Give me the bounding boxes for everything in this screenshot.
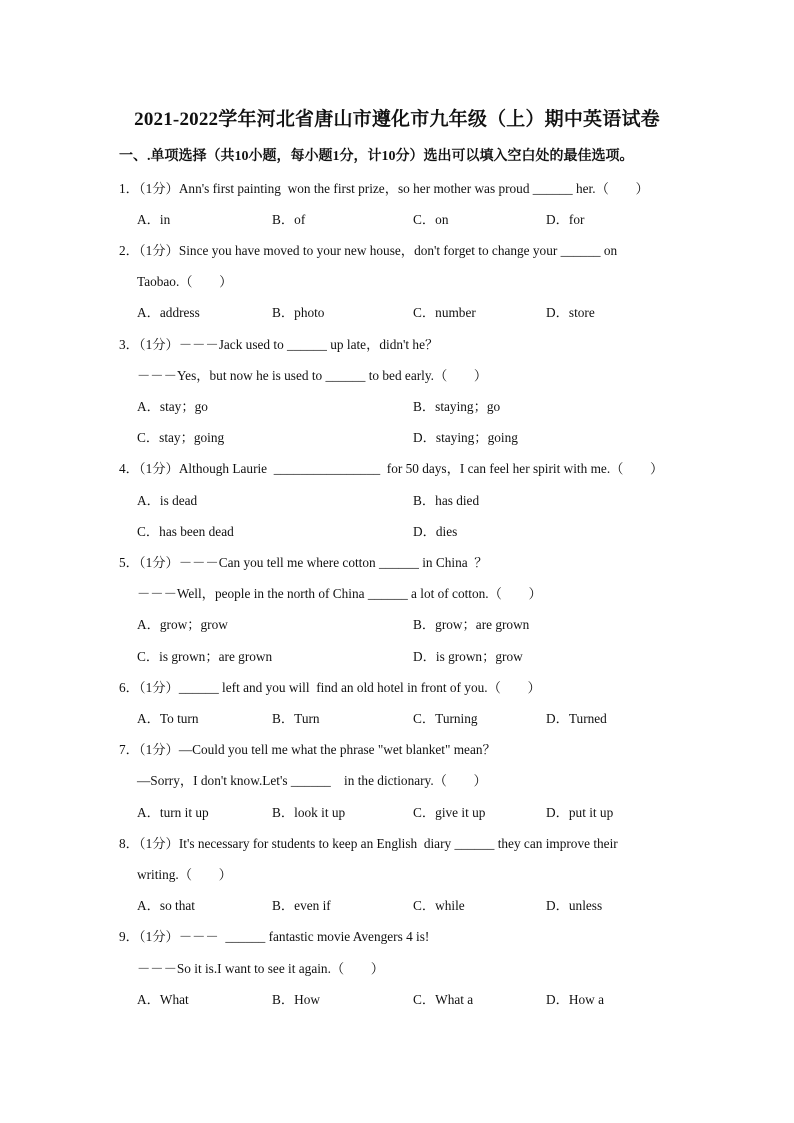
question-2-stem-cont: Taobao.（ ） <box>137 274 233 289</box>
question-7-stem-cont: —Sorry，I don't know.Let's ______ in the dictionary.（ ） <box>137 773 487 788</box>
question-7-option-c: C．give it up <box>413 805 486 820</box>
question-4-option-b: B．has died <box>413 493 480 508</box>
question-7-option-b: B．look it up <box>272 805 346 820</box>
question-5-option-c: C．is grown；are grown <box>137 649 273 664</box>
question-2-option-c: C．number <box>413 305 476 320</box>
question-4-option-d: D．dies <box>413 524 458 539</box>
question-2-stem: 2．（1分）Since you have moved to your new house，don't forget to change your ______ on <box>119 243 618 258</box>
question-1-option-c: C．on <box>413 212 449 227</box>
question-5-stem: 5．（1分）－－－Can you tell me where cotton ______ in China ？ <box>119 555 488 570</box>
question-9-option-d: D．How a <box>546 992 604 1007</box>
question-8-stem-cont: writing.（ ） <box>137 867 232 882</box>
question-8-option-a: A．so that <box>137 898 195 913</box>
question-3-option-a: A．stay；go <box>137 399 208 414</box>
question-9-option-c: C．What a <box>413 992 474 1007</box>
question-3-option-d: D．staying；going <box>413 430 518 445</box>
question-8-option-d: D．unless <box>546 898 603 913</box>
question-6-option-c: C．Turning <box>413 711 478 726</box>
question-1-option-a: A．in <box>137 212 171 227</box>
question-4-option-c: C．has been dead <box>137 524 234 539</box>
question-9-option-b: B．How <box>272 992 321 1007</box>
question-9-stem: 9．（1分）－－－ ______ fantastic movie Avengers 4 is! <box>119 929 430 944</box>
question-5-option-b: B．grow；are grown <box>413 617 530 632</box>
question-6-option-a: A．To turn <box>137 711 199 726</box>
section-heading: 一、.单项选择（共10小题，每小题1分，计10分）选出可以填入空白处的最佳选项。 <box>119 149 634 164</box>
question-4-option-a: A．is dead <box>137 493 198 508</box>
question-5-option-d: D．is grown；grow <box>413 649 523 664</box>
question-1-stem: 1．（1分）Ann's first painting won the first prize，so her mother was proud ______ her.（ ） <box>119 181 649 196</box>
question-4-stem: 4．（1分）Although Laurie ________________ for 50 days，I can feel her spirit with me.（ ） <box>119 461 664 476</box>
question-8-option-c: C．while <box>413 898 465 913</box>
page-title: 2021-2022学年河北省唐山市遵化市九年级（上）期中英语试卷 <box>134 109 660 130</box>
question-7-option-d: D．put it up <box>546 805 614 820</box>
question-3-option-c: C．stay；going <box>137 430 225 445</box>
question-8-option-b: B．even if <box>272 898 331 913</box>
question-1-option-d: D．for <box>546 212 585 227</box>
question-6-stem: 6．（1分）______ left and you will find an old hotel in front of you.（ ） <box>119 680 541 695</box>
question-3-stem: 3．（1分）－－－Jack used to ______ up late，didn't he？ <box>119 337 439 352</box>
question-3-option-b: B．staying；go <box>413 399 501 414</box>
question-8-stem: 8．（1分）It's necessary for students to keep an English diary ______ they can improve their <box>119 836 618 851</box>
question-6-option-d: D．Turned <box>546 711 607 726</box>
question-2-option-d: D．store <box>546 305 595 320</box>
question-9-option-a: A．What <box>137 992 189 1007</box>
question-9-stem-cont: －－－So it is.I want to see it again.（ ） <box>137 961 385 976</box>
question-7-stem: 7．（1分）—Could you tell me what the phrase "wet blanket" mean？ <box>119 742 496 757</box>
question-3-stem-cont: －－－Yes，but now he is used to ______ to bed early.（ ） <box>137 368 488 383</box>
question-5-stem-cont: －－－Well，people in the north of China ______ a lot of cotton.（ ） <box>137 586 542 601</box>
question-2-option-b: B．photo <box>272 305 325 320</box>
question-7-option-a: A．turn it up <box>137 805 209 820</box>
question-2-option-a: A．address <box>137 305 200 320</box>
question-1-option-b: B．of <box>272 212 306 227</box>
question-5-option-a: A．grow；grow <box>137 617 228 632</box>
question-6-option-b: B．Turn <box>272 711 320 726</box>
